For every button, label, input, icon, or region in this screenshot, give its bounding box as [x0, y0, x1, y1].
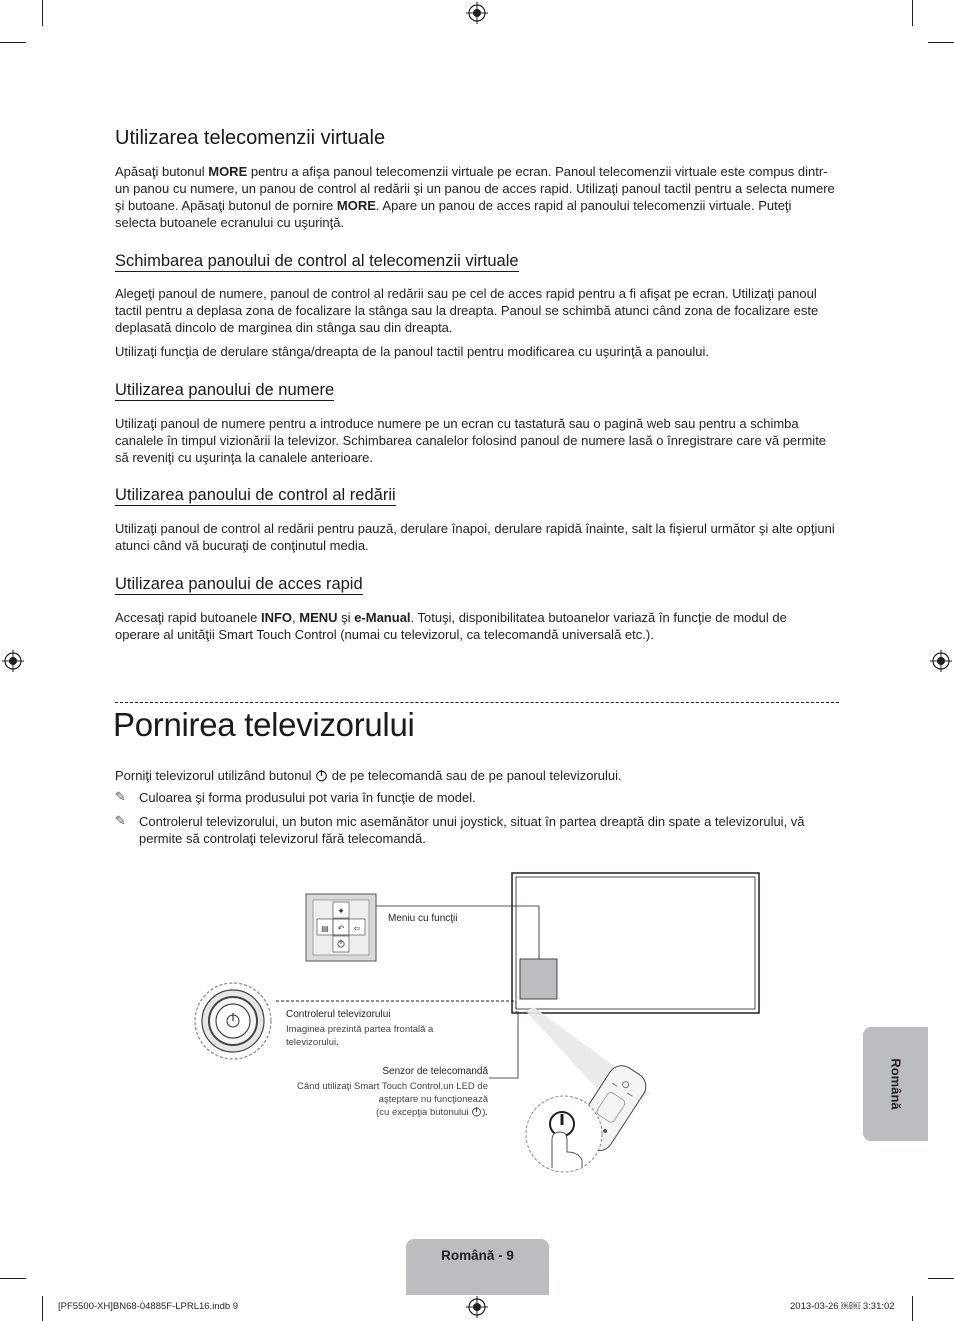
note-text: Controlerul televizorului, un buton mic asemănător unui joystick, situat în partea dreaptă din spate a televizorului, vă permite să controlaţi televizorul fără telecomandă.: [139, 814, 805, 846]
language-side-tab: [863, 1027, 928, 1141]
note-icon: ✎: [115, 813, 126, 828]
label-function-menu: Meniu cu funcţii: [388, 913, 458, 924]
page-number-tab: [406, 1239, 549, 1295]
label-controller-desc: Imaginea prezintă partea frontală a televizorului.: [286, 1024, 434, 1048]
crop-mark: [42, 0, 43, 26]
subsection-title: Utilizarea panoului de numere: [115, 381, 335, 399]
power-icon: [471, 1106, 482, 1117]
chapter-divider: [115, 702, 839, 703]
svg-text:⇦: ⇦: [353, 924, 361, 933]
note-icon: ✎: [115, 789, 126, 804]
section-paragraph: Utilizaţi panoul de numere pentru a introduce numere pe un ecran cu tastatură sau o pagină web sau pentru a schimba canalele în timpul vizionării la televizor. Schimbarea canalelor folosind panoul de numere lasă o înregistrare care vă permite să reveniţi cu uşurinţa la canalele anterioare.: [115, 416, 827, 465]
section-paragraph: Utilizaţi funcţia de derulare stânga/dreapta de la panoul tactil pentru modificarea cu uşurinţă a panoului.: [115, 344, 710, 359]
chapter-intro: Porniţi televizorul utilizând butonul de pe telecomandă sau de pe panoul televizorului.: [115, 768, 622, 783]
registration-mark-icon: [466, 2, 488, 24]
chapter-title: Pornirea televizorului: [113, 706, 415, 743]
svg-text:▤: ▤: [321, 924, 329, 933]
tv-menu-indicator: [520, 959, 557, 999]
section-paragraph: Apăsaţi butonul MORE pentru a afişa panoul telecomenzii virtuale pe ecran. Panoul telecomenzii virtuale este compus dintr-un panou cu numere, un panou de control al redării şi un panou de acces rapid. Utilizaţi panoul tactil pentru a selecta numere şi butoane. Apăsaţi butonul de pornire MORE. Apare un panou de acces rapid al panoului telecomenzii virtuale. Puteţi selecta butoanele ecranului cu uşurinţă.: [115, 164, 835, 230]
crop-mark: [912, 1296, 913, 1321]
registration-mark-icon: [2, 650, 24, 672]
registration-mark-icon: [466, 1296, 488, 1318]
note-text: Culoarea şi forma produsului pot varia în funcţie de model.: [139, 790, 476, 805]
crop-mark: [42, 1296, 43, 1321]
footer-file-info: [PF5500-XH]BN68-04885F-LPRL16.indb 9: [58, 1301, 239, 1312]
label-controller: Controlerul televizorului: [286, 1009, 391, 1020]
section-paragraph: Utilizaţi panoul de control al redării pentru pauză, derulare înapoi, derulare rapidă înainte, salt la fişierul următor şi alte opţiuni atunci când vă bucuraţi de conţinutul media.: [115, 521, 835, 553]
subsection-title: Utilizarea panoului de control al redării: [115, 486, 396, 504]
subsection-title: Schimbarea panoului de control al telecomenzii virtuale: [115, 252, 519, 270]
power-icon: [315, 769, 328, 782]
svg-text:✦: ✦: [337, 906, 345, 916]
tv-diagram: [190, 868, 770, 1178]
footer-timestamp: 2013-03-26 ￼￼ 3:31:02: [790, 1301, 895, 1312]
registration-mark-icon: [930, 650, 952, 672]
section-paragraph: Alegeţi panoul de numere, panoul de control al redării sau pe cel de acces rapid pentru a fi afişat pe ecran. Utilizaţi panoul tactil pentru a deplasa zona de focalizare la stânga sau la dreapta. Panoul se schimbă atunci când zona de focalizare este deplasată dincolo de marginea din stânga sau din dreapta.: [115, 286, 819, 335]
subsection-title: Utilizarea panoului de acces rapid: [115, 575, 363, 593]
svg-text:↶: ↶: [337, 924, 345, 933]
crop-mark: [928, 1278, 954, 1279]
crop-mark: [928, 42, 954, 43]
label-remote-sensor-desc: Când utilizaţi Smart Touch Control,un LED de aşteptare nu funcţionează (cu excepţia butonului ).: [297, 1081, 488, 1118]
section-title: Utilizarea telecomenzii virtuale: [115, 127, 386, 149]
label-remote-sensor: Senzor de telecomandă: [382, 1066, 488, 1077]
page-number: Română - 9: [441, 1248, 514, 1263]
crop-mark: [0, 42, 26, 43]
section-paragraph: Accesaţi rapid butoanele INFO, MENU şi e-Manual. Totuşi, disponibilitatea butoanelor variază în funcţie de modul de operare al unităţii Smart Touch Control (numai cu televizorul, ca telecomandă universală etc.).: [115, 610, 787, 642]
crop-mark: [912, 0, 913, 26]
crop-mark: [0, 1278, 26, 1279]
language-label: Română: [888, 1058, 903, 1110]
